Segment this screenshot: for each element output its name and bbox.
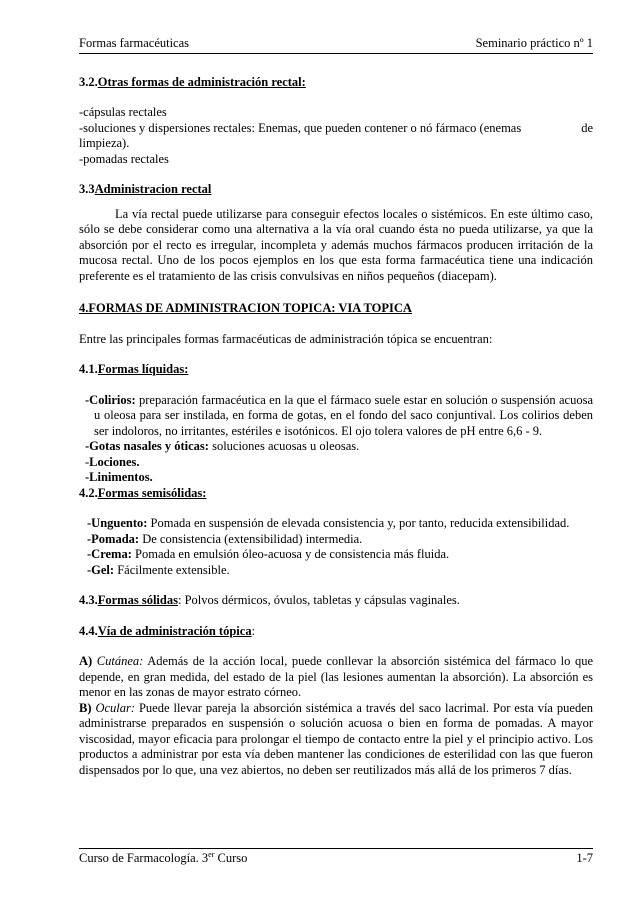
section-4-2-heading: 4.2.Formas semisólidas: (79, 485, 207, 500)
list-item: -cápsulas rectales (79, 105, 167, 119)
document-page (79, 36, 593, 778)
section-4-4-heading: 4.4.Vía de administración tópica: (79, 623, 256, 638)
section-4-intro: Entre las principales formas farmacéuticas de administración tópica se encuentran: (79, 331, 493, 346)
section-4-1-heading: 4.1.Formas líquidas: (79, 362, 189, 376)
list-item: -Crema: Pomada en emulsión óleo-acuosa y de consistencia más fluida. (87, 547, 450, 561)
linimentos-item: -Linimentos. (85, 470, 153, 484)
footer-left: Curso de Farmacología. 3er Curso (79, 849, 248, 865)
list-item: -Unguento: Pomada en suspensión de elevada consistencia y, por tanto, reducida extensibilidad. (87, 516, 570, 530)
section-3-3-heading: 3.3Administracion rectal (79, 182, 212, 196)
section-3-2-heading: 3.2.Otras formas de administración rectal: (79, 74, 306, 89)
list-item: -soluciones y dispersiones rectales: Enemas, que pueden contener o nó fármaco (enemas de (79, 120, 593, 135)
header-left: Formas farmacéuticas (79, 36, 190, 50)
lociones-item: -Lociones. (85, 454, 140, 469)
list-item: -Pomada: De consistencia (extensibilidad) intermedia. (87, 531, 363, 546)
section-3-3-paragraph: La vía rectal puede utilizarse para conseguir efectos locales o sistémicos. En este último caso, sólo se debe considerar como una alternativa a la vía oral cuando ésta no pueda utilizarse, ya que la absorción por el recto es irregular, incompleta y además muchos fármacos producen irritación de la mucosa rectal. Uno de los pocos ejemplos en los que esta forma farmacéutica tiene una indicación preferente es el tratamiento de las crisis convulsivas en niños pequeños (diacepam). (79, 206, 593, 283)
page-number: 1-7 (576, 851, 593, 865)
header-right: Seminario práctico nº 1 (475, 36, 593, 50)
list-item: -pomadas rectales (79, 151, 169, 166)
cutanea-paragraph: A) Cutánea: Además de la acción local, puede conllevar la absorción sistémica del fármaco lo que depende, en gran medida, del estado de la piel (las lesiones aumentan la absorción). La absorción es menor en las zonas de mayor estrato córneo. (79, 654, 593, 699)
colirios-item: -Colirios: preparación farmacéutica en la que el fármaco suele estar en solución o suspensión acuosa u oleosa para ser instilada, en forma de gotas, en el fondo del saco conjuntival. Los colirios deben ser indoloros, no irritantes, estériles e isotónicos. El ojo tolera valores de pH entre 6,6 - 9. (85, 392, 593, 438)
section-4-3: 4.3.Formas sólidas: Polvos dérmicos, óvulos, tabletas y cápsulas vaginales. (79, 593, 460, 607)
gotas-item: -Gotas nasales y óticas: soluciones acuosas u oleosas. (85, 439, 360, 453)
page-header (79, 36, 593, 54)
list-item: -Gel: Fácilmente extensible. (87, 562, 230, 577)
ocular-paragraph: B) Ocular: Puede llevar pareja la absorción sistémica a través del saco lacrimal. Por esta vía pueden administrarse preparados en suspensión o solución acuosa o bien en forma de pomadas. A mayor viscosidad, mayor eficacia para prolongar el tiempo de contacto entre la piel y el principio activo. Los productos a administrar por esta vía deben mantener las condiciones de esterilidad con las que fueron dispensados por lo que, una vez abiertos, no deben ser reutilizados más allá de los primeros 7 días. (79, 700, 594, 777)
list-item: limpieza). (79, 136, 130, 150)
section-4-heading: 4.FORMAS DE ADMINISTRACION TOPICA: VIA TOPICA (79, 301, 412, 315)
page-footer (79, 848, 593, 867)
